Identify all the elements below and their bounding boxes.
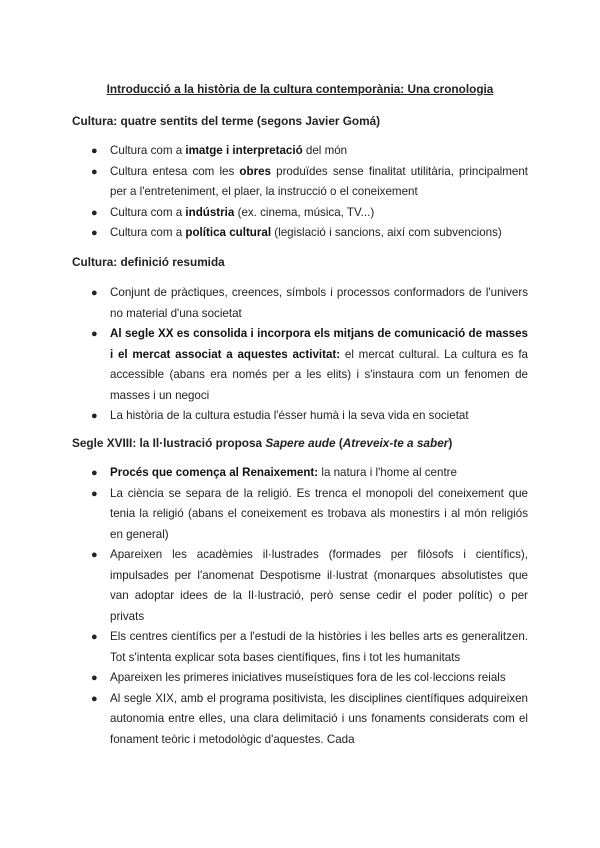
bullet-icon: ● — [91, 672, 98, 684]
list-item: ● Apareixen les primeres iniciatives museístiques fora de les col·leccions reials — [0, 668, 600, 689]
list-item: ● La ciència se separa de la religió. Es trenca el monopoli del coneixement que tenia la religió (abans el coneixement es trobava als monestirs i al món religiós en general) — [0, 484, 600, 546]
bullet-icon: ● — [91, 328, 98, 340]
list-item: ● Cultura com a política cultural (legislació i sancions, així com subvencions) — [0, 223, 600, 244]
list-definicio — [0, 283, 600, 427]
list-cultura-sentits — [0, 141, 600, 244]
section-heading-cultura-sentits: Cultura: quatre sentits del terme (segons Javier Gomá) — [72, 114, 381, 128]
bullet-icon: ● — [91, 692, 98, 705]
bullet-icon: ● — [91, 467, 98, 479]
bullet-icon: ● — [91, 227, 98, 239]
list-item: ● Cultura com a imatge i interpretació del món — [0, 141, 600, 162]
list-item: ● Cultura entesa com les obres produïdes sense finalitat utilitària, principalment per a l'entreteniment, el plaer, la instrucció o el coneixement — [0, 162, 600, 203]
list-item: ● La història de la cultura estudia l'ésser humà i la seva vida en societat — [0, 406, 600, 427]
bullet-icon: ● — [91, 145, 98, 157]
bullet-icon: ● — [91, 549, 98, 561]
bullet-icon: ● — [91, 287, 98, 299]
list-illustracio — [0, 463, 600, 750]
list-item: ● Al segle XIX, amb el programa positivista, les disciplines científiques adquireixen autonomia entre elles, una clara delimitació i uns fonaments considerats com el fonament teòric i metodològic d'aquestes. Cada — [0, 689, 600, 751]
list-item: ● Cultura com a indústria (ex. cinema, música, TV...) — [0, 203, 600, 224]
list-item: ● Procés que comença al Renaixement: la natura i l'home al centre — [0, 463, 600, 484]
list-item: ● Apareixen les acadèmies il·lustrades (formades per filòsofs i científics), impulsades per l'anomenat Despotisme il·lustrat (monarques absolutistes que van adoptar idees de la Il·lustració, però sense cedir el poder polític) o per privats — [0, 545, 600, 627]
list-item: ● Al segle XX es consolida i incorpora els mitjans de comunicació de masses i el mercat associat a aquestes activitat: el mercat cultural. La cultura es fa accessible (abans era només per a les elits) i s'instaura com un fenomen de masses i un negoci — [0, 324, 600, 406]
bullet-icon: ● — [91, 487, 98, 500]
list-item: ● Els centres científics per a l'estudi de la històries i les belles arts es generalitzen. Tot s'intenta explicar sota bases científiques, fins i tot les humanitats — [0, 627, 600, 668]
list-item: ● Conjunt de pràctiques, creences, símbols i processos conformadors de l'univers no material d'una societat — [0, 283, 600, 324]
section-heading-definicio: Cultura: definició resumida — [72, 255, 225, 269]
section-heading-illustracio: Segle XVIII: la Il·lustració proposa Sapere aude (Atreveix-te a saber) — [72, 436, 453, 450]
bullet-icon: ● — [91, 631, 98, 643]
bullet-icon: ● — [91, 410, 98, 422]
document-title: Introducció a la història de la cultura contemporània: Una cronologia — [106, 82, 494, 96]
bullet-icon: ● — [91, 165, 98, 178]
bullet-icon: ● — [91, 206, 98, 219]
